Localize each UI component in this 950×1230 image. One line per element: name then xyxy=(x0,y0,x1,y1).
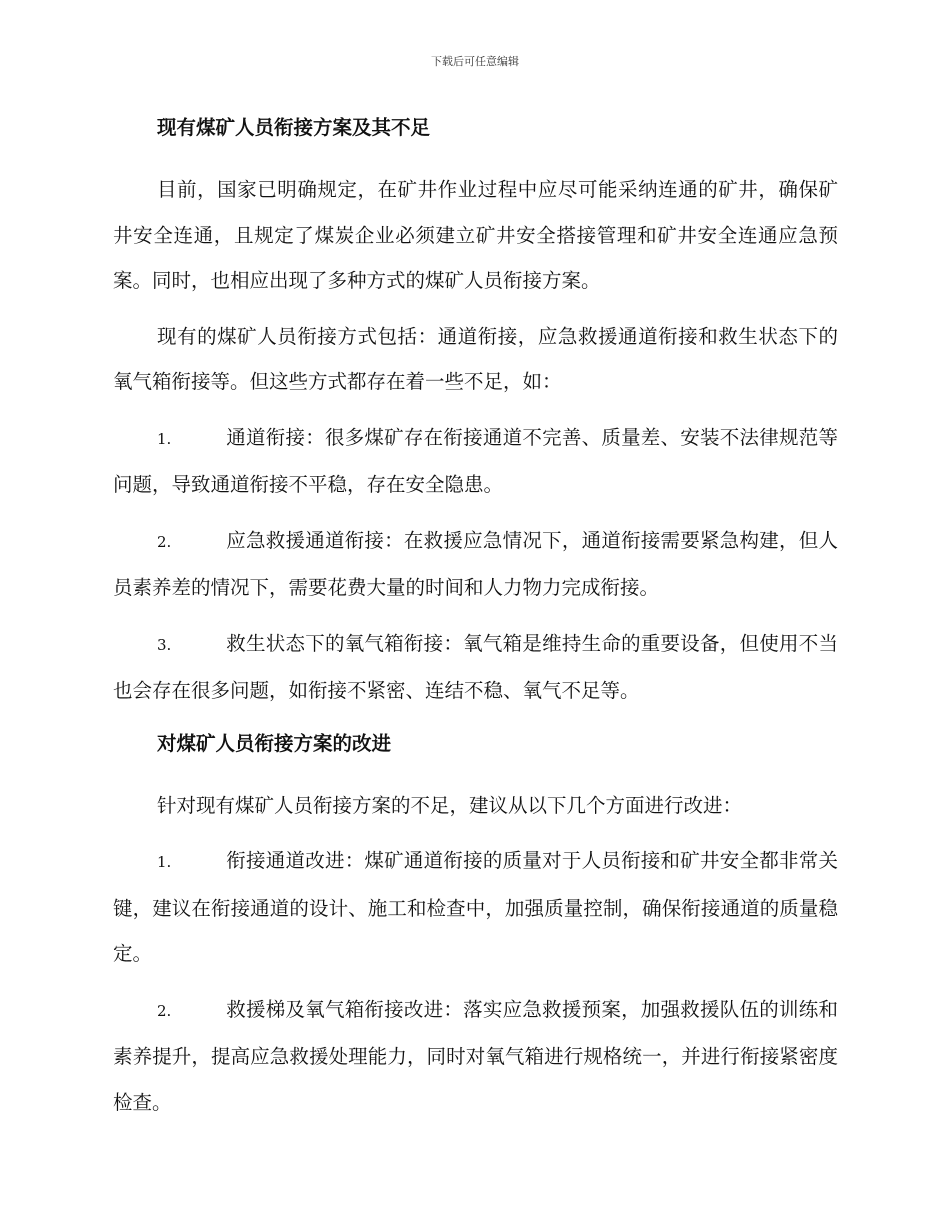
header-note: 下载后可任意编辑 xyxy=(431,55,519,68)
list-item-text: 救生状态下的氧气箱衔接：氧气箱是维持生命的重要设备，但使用不当也会存在很多问题，如衔接不紧密、连结不稳、氧气不足等。 xyxy=(113,631,838,702)
paragraph-improvement-intro: 针对现有煤矿人员衔接方案的不足，建议从以下几个方面进行改进： xyxy=(157,793,743,817)
document-body xyxy=(113,112,838,1135)
list-item-text: 救援梯及氧气箱衔接改进：落实应急救援预案，加强救援队伍的训练和素养提升，提高应急救援处理能力，同时对氧气箱进行规格统一，并进行衔接紧密度检查。 xyxy=(113,997,838,1114)
list-number: 2. xyxy=(157,1001,172,1020)
list-item-channel-connection xyxy=(113,415,838,508)
list-item-text: 通道衔接：很多煤矿存在衔接通道不完善、质量差、安装不法律规范等问题，导致通道衔接不平稳，存在安全隐患。 xyxy=(113,425,838,496)
list-number: 3. xyxy=(157,635,172,654)
list-number: 1. xyxy=(157,853,172,871)
list-number: 2. xyxy=(157,532,172,551)
list-item-text: 应急救援通道衔接：在救援应急情况下，通道衔接需要紧急构建，但人员素养差的情况下，需要花费大量的时间和人力物力完成衔接。 xyxy=(113,528,838,599)
list-item-oxygen-box xyxy=(113,621,838,714)
paragraph-existing-methods: 现有的煤矿人员衔接方式包括：通道衔接，应急救援通道衔接和救生状态下的氧气箱衔接等。但这些方式都存在着一些不足，如： xyxy=(113,324,838,393)
list-number: 1. xyxy=(157,429,172,448)
list-item-emergency-channel xyxy=(113,518,838,611)
list-item-channel-improvement xyxy=(113,838,838,977)
paragraph-regulations: 目前，国家已明确规定，在矿井作业过程中应尽可能采纳连通的矿井，确保矿井安全连通，且规定了煤炭企业必须建立矿井安全搭接管理和矿井安全连通应急预案。同时，也相应出现了多种方式的煤矿人员衔接方案。 xyxy=(113,178,838,292)
section-heading-improvements: 对煤矿人员衔接方案的改进 xyxy=(157,731,392,755)
list-item-rescue-improvement xyxy=(113,987,838,1126)
list-item-text: 衔接通道改进：煤矿通道衔接的质量对于人员衔接和矿井安全都非常关键，建议在衔接通道的设计、施工和检查中，加强质量控制，确保衔接通道的质量稳定。 xyxy=(113,849,838,965)
section-heading-existing-plans: 现有煤矿人员衔接方案及其不足 xyxy=(157,116,431,139)
